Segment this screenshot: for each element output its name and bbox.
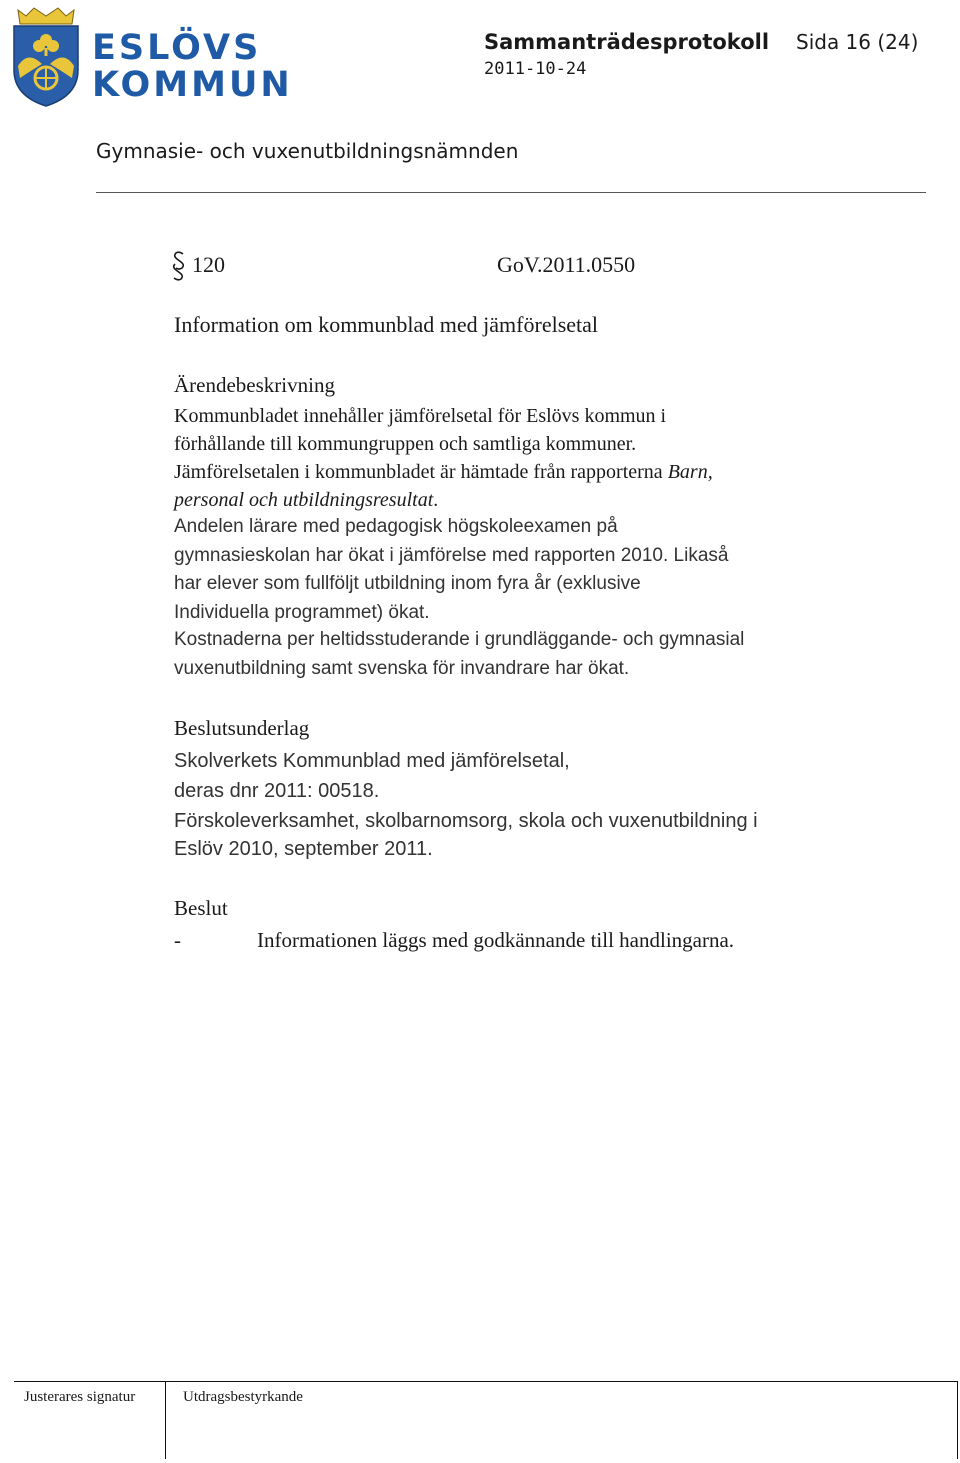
header-divider — [96, 192, 926, 193]
arendebeskrivning-paragraph-3 — [174, 626, 914, 683]
beslutsunderlag-list — [174, 746, 894, 806]
beslutsunderlag-item — [174, 807, 914, 863]
text-line: Skolverkets Kommunblad med jämförelsetal, — [174, 750, 570, 772]
arendebeskrivning-paragraph-2 — [174, 513, 894, 627]
text-span: Jämförelsetalen i kommunbladet är hämtade från rapporterna — [174, 461, 668, 483]
text-line: Kommunbladet innehåller jämförelsetal för Eslövs kommun i — [174, 405, 667, 427]
report-title-italic: personal och utbildningsresultat — [174, 489, 434, 511]
case-reference: GoV.2011.0550 — [497, 252, 636, 277]
text-line: deras dnr 2011: 00518. — [174, 780, 380, 802]
meeting-date: 2011-10-24 — [484, 59, 587, 79]
text-line: gymnasieskolan har ökat i jämförelse med rapporten 2010. Likaså — [174, 544, 729, 566]
page-number: Sida 16 (24) — [796, 30, 919, 54]
text-line: Andelen lärare med pedagogisk högskoleexamen på — [174, 516, 618, 537]
text-line: förhållande till kommungruppen och samtliga kommuner. — [174, 433, 637, 455]
signature-label: Justerares signatur — [24, 1389, 136, 1405]
text-line: Förskoleverksamhet, skolbarnomsorg, skola och vuxenutbildning i — [174, 810, 758, 832]
arendebeskrivning-paragraph-1 — [174, 402, 874, 514]
text-line: Kostnaderna per heltidsstuderande i grundläggande- och gymnasial — [174, 629, 745, 650]
footer-signature-box — [165, 1381, 166, 1459]
beslut-heading: Beslut — [174, 896, 228, 920]
beslut-dash: - — [174, 928, 181, 952]
brand-name-line1: ESLÖVS — [92, 28, 262, 68]
arendebeskrivning-heading: Ärendebeskrivning — [174, 373, 335, 397]
beslut-text: Informationen läggs med godkännande till handlingarna. — [257, 928, 735, 952]
text-line — [174, 458, 874, 486]
footer-extract-box — [957, 1381, 958, 1459]
beslutsunderlag-heading: Beslutsunderlag — [174, 716, 310, 740]
municipality-logo — [8, 6, 293, 110]
document-title: Sammanträdesprotokoll — [484, 30, 770, 54]
footer-divider — [14, 1381, 958, 1382]
extract-label: Utdragsbestyrkande — [183, 1389, 303, 1405]
text-line: Eslöv 2010, september 2011. — [174, 838, 433, 860]
committee-name: Gymnasie- och vuxenutbildningsnämnden — [96, 139, 519, 163]
brand-name-line2: KOMMUN — [92, 65, 293, 105]
text-span: . — [433, 489, 439, 511]
report-title-italic: Barn, — [667, 461, 713, 483]
paragraph-number: 120 — [192, 252, 225, 277]
text-line: vuxenutbildning samt svenska för invandrare har ökat. — [174, 657, 630, 679]
text-line — [174, 486, 874, 514]
coat-of-arms-icon — [8, 6, 84, 110]
section-sign-icon — [170, 250, 188, 282]
section-title: Information om kommunblad med jämförelsetal — [174, 312, 599, 337]
text-line: Individuella programmet) ökat. — [174, 601, 430, 623]
text-line: har elever som fullföljt utbildning inom fyra år (exklusive — [174, 573, 641, 594]
